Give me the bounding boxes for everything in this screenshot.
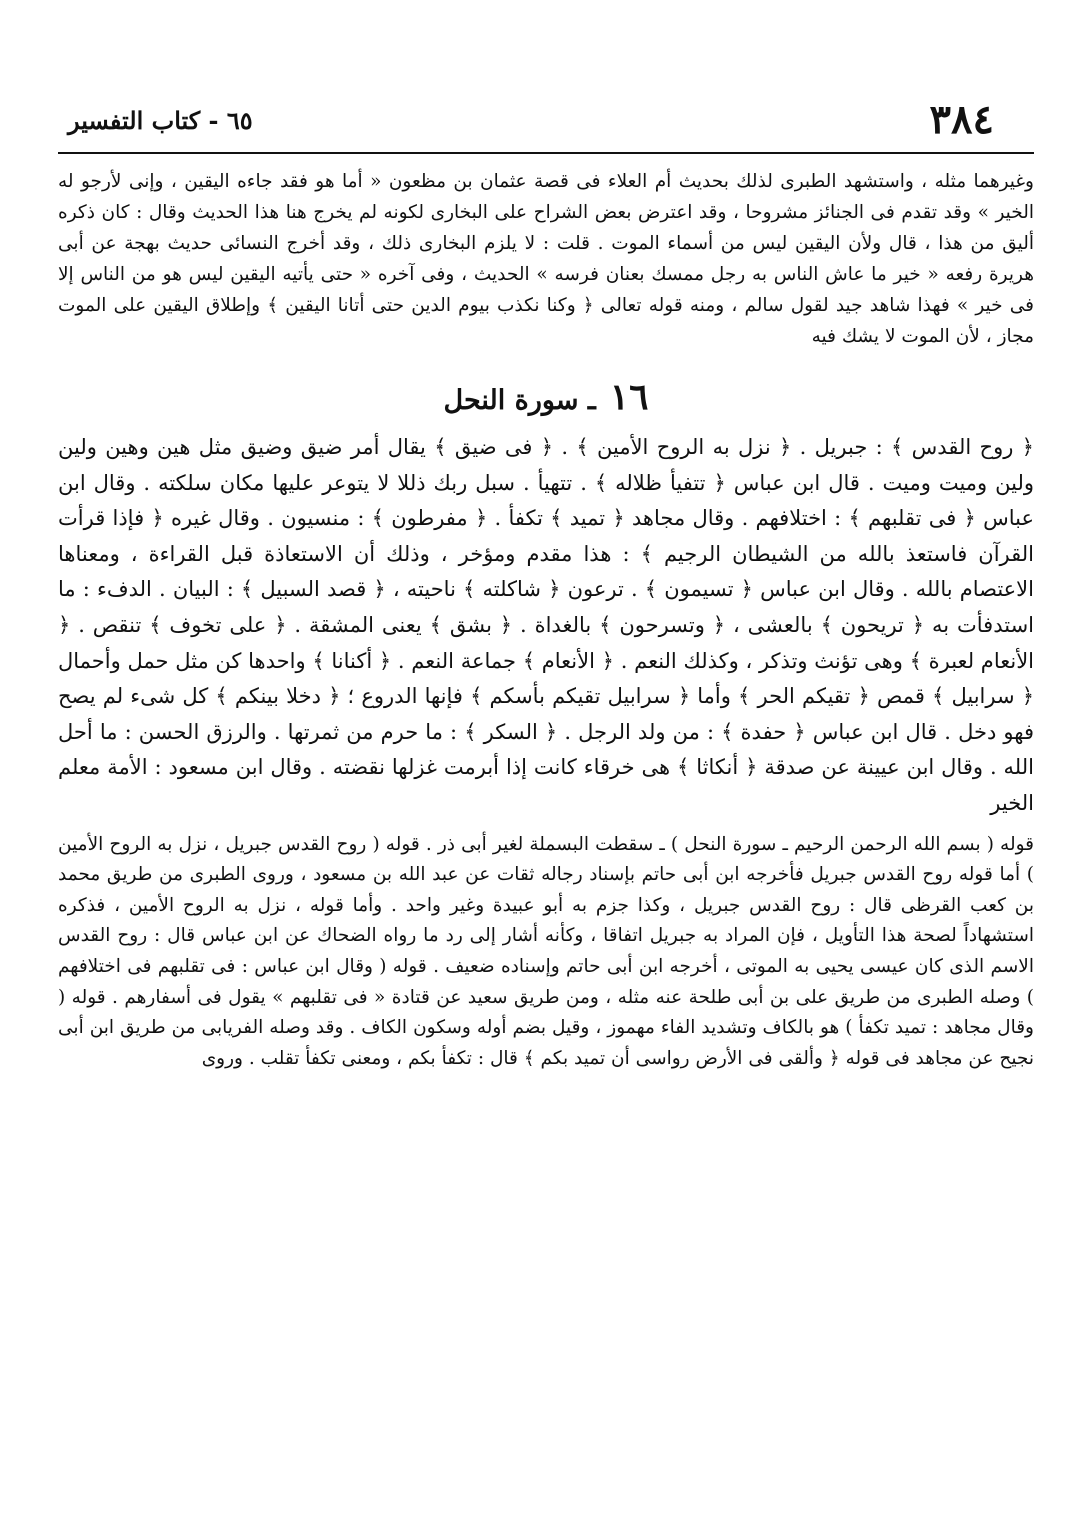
- surah-heading-dash: ـ: [587, 385, 596, 416]
- surah-number: ١٦: [609, 376, 649, 418]
- commentary-paragraph-bottom: قوله ( بسم الله الرحمن الرحيم ـ سورة النحل ) ـ سقطت البسملة لغير أبى ذر . قوله ( روح القدس جبريل ، نزل به الروح الأمين ) أما قوله روح القدس جبريل فأخرجه ابن أبى حاتم بإسناد رجاله ثقات عن عبد الله بن مسعود ، وروى الطبرى من طريق محمد بن كعب القرظى قال : روح القدس جبريل ، وكذا جزم به أبو عبيدة وغير واحد . وأما قوله ، نزل به الروح الأمين ، فذكره استشهاداً لصحة هذا التأويل ، فإن المراد به جبريل اتفاقا ، وكأنه أشار إلى رد ما رواه الضحاك عن ابن عباس قال : روح القدس الاسم الذى كان عيسى يحيى به الموتى ، أخرجه ابن أبى حاتم وإسناده ضعيف . قوله ( وقال ابن عباس : فى تقلبهم فى اختلافهم ) وصله الطبرى من طريق على بن أبى طلحة عنه مثله ، ومن طريق سعيد عن قتادة « فى تقلبهم » يقول فى أسفارهم . قوله ( وقال مجاهد : تميد تكفأ ) هو بالكاف وتشديد الفاء مهموز ، وقيل بضم أوله وسكون الكاف . وقد وصله الفريابى من طريق ابن أبى نجيح عن مجاهد فى قوله ﴿ وألقى فى الأرض رواسى أن تميد بكم ﴾ قال : تكفأ بكم ، ومعنى تكفأ تقلب . وروى: [58, 833, 1035, 1069]
- running-title: ٦٥ - كتاب التفسير: [68, 106, 253, 135]
- book-page: [58, 90, 1034, 1074]
- page-number: ٣٨٤: [929, 96, 994, 143]
- surah-name: سورة النحل: [443, 385, 579, 416]
- commentary-paragraph-top: وغيرهما مثله ، واستشهد الطبرى لذلك بحديث أم العلاء فى قصة عثمان بن مظعون « أما هو فقد جاءه اليقين ، وإنى لأرجو له الخير » وقد تقدم فى الجنائز مشروحا ، وقد اعترض بعض الشراح على البخارى لكونه لم يخرج هنا هذا الحديث وقال : كان ذكره أليق من هذا ، قال ولأن اليقين ليس من أسماء الموت . قلت : لا يلزم البخارى ذلك ، وقد أخرج النسائى حديث بهجة عن أبى هريرة رفعه « خير ما عاش الناس به رجل ممسك بعنان فرسه » الحديث ، وفى آخره « حتى يأتيه اليقين ليس هو من الناس إلا فى خير » فهذا شاهد جيد لقول سالم ، ومنه قوله تعالى ﴿ وكنا نكذب بيوم الدين حتى أتانا اليقين ﴾ وإطلاق اليقين على الموت مجاز ، لأن الموت لا يشك فيه: [58, 171, 1034, 347]
- page-header: [58, 90, 1034, 154]
- bukhari-text-paragraph: ﴿ روح القدس ﴾ : جبريل . ﴿ نزل به الروح الأمين ﴾ . ﴿ فى ضيق ﴾ يقال أمر ضيق وضيق مثل هين وهين ولين ولين وميت وميت . قال ابن عباس ﴿ تتفيأ ظلاله ﴾ . تتهيأ . سبل ربك ذللا لا يتوعر عليها مكان سلكته . وقال ابن عباس ﴿ فى تقلبهم ﴾ : اختلافهم . وقال مجاهد ﴿ تميد ﴾ تكفأ . ﴿ مفرطون ﴾ : منسيون . وقال غيره ﴿ فإذا قرأت القرآن فاستعذ بالله من الشيطان الرجيم ﴾ : هذا مقدم ومؤخر ، وذلك أن الاستعاذة قبل القراءة ، ومعناها الاعتصام بالله . وقال ابن عباس ﴿ تسيمون ﴾ . ترعون ﴿ شاكلته ﴾ ناحيته ، ﴿ قصد السبيل ﴾ : البيان . الدفء : ما استدفأت به ﴿ تريحون ﴾ بالعشى ، ﴿ وتسرحون ﴾ بالغداة . ﴿ بشق ﴾ يعنى المشقة . ﴿ على تخوف ﴾ تنقص . ﴿ الأنعام لعبرة ﴾ وهى تؤنث وتذكر ، وكذلك النعم . ﴿ الأنعام ﴾ جماعة النعم . ﴿ أكنانا ﴾ واحدها كن مثل حمل وأحمال ﴿ سرابيل ﴾ قمص ﴿ تقيكم الحر ﴾ وأما ﴿ سرابيل تقيكم بأسكم ﴾ فإنها الدروع ؛ ﴿ دخلا بينكم ﴾ كل شىء لم يصح فهو دخل . قال ابن عباس ﴿ حفدة ﴾ : من ولد الرجل . ﴿ السكر ﴾ : ما حرم من ثمرتها . والرزق الحسن : ما أحل الله . وقال ابن عيينة عن صدقة ﴿ أنكاثا ﴾ هى خرقاء كانت إذا أبرمت غزلها نقضته . وقال ابن مسعود : الأمة معلم الخير: [58, 435, 1034, 815]
- surah-heading: [58, 370, 1034, 424]
